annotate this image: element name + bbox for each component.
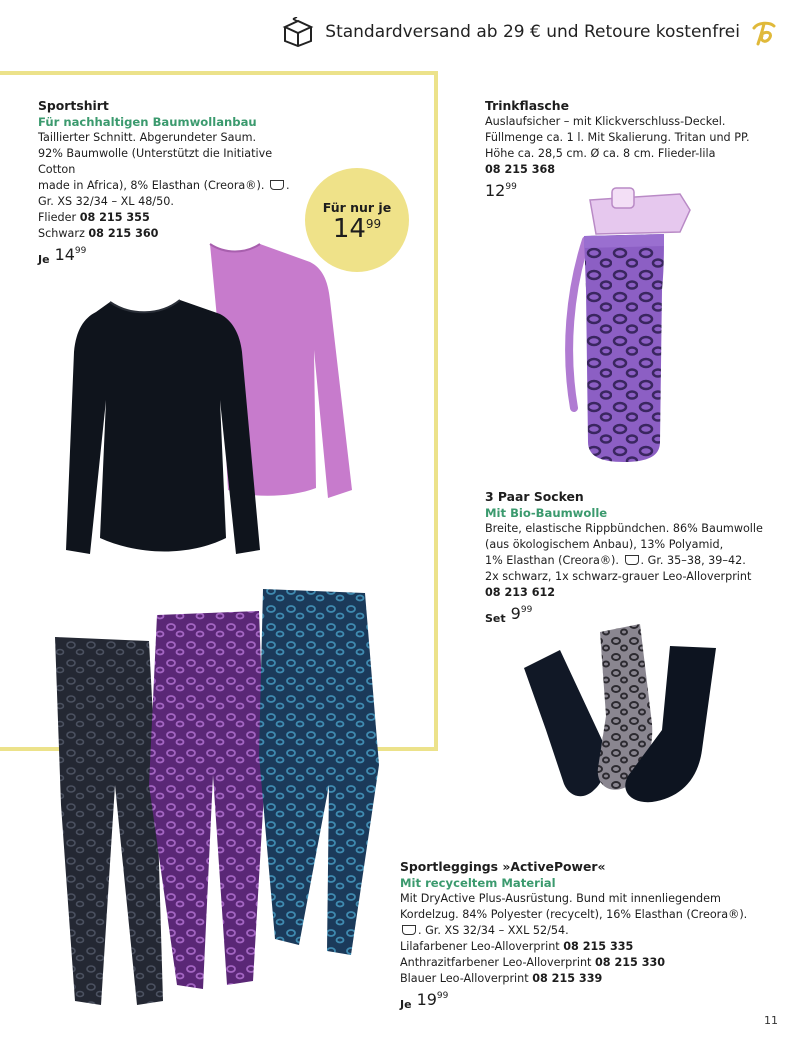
product-title: Sportleggings »ActivePower« <box>400 859 606 874</box>
description-line: (aus ökologischem Anbau), 13% Polyamid, <box>485 538 724 551</box>
price: Set 9 99 <box>485 604 533 625</box>
product-subtitle: Mit Bio-Baumwolle <box>485 506 608 520</box>
description-line: Auslaufsicher – mit Klickverschluss-Deckel. <box>485 115 726 128</box>
product-title: 3 Paar Socken <box>485 489 584 504</box>
description-line: Kordelzug. 84% Polyester (recycelt), 16% Elasthan (Creora®). <box>400 908 748 921</box>
description-line: Füllmenge ca. 1 l. Mit Skalierung. Tritan und PP. <box>485 131 750 144</box>
variant-line: Lilafarbener Leo-Alloverprint 08 215 335 <box>400 940 634 953</box>
socken-info <box>485 488 785 627</box>
wash-icon <box>270 180 284 190</box>
product-subtitle: Für nachhaltigen Baumwollanbau <box>38 115 257 129</box>
tchibo-logo-icon <box>750 18 778 46</box>
product-subtitle: Mit recyceltem Material <box>400 876 556 890</box>
description-line: Breite, elastische Rippbündchen. 86% Baumwolle <box>485 522 763 535</box>
description-line: made in Africa), 8% Elasthan (Creora®). . <box>38 179 290 192</box>
product-title: Sportshirt <box>38 98 109 113</box>
description-line: Mit DryActive Plus-Ausrüstung. Bund mit innenliegendem <box>400 892 721 905</box>
price: Je 14 99 <box>38 245 87 266</box>
article-number: 08 213 612 <box>485 586 556 599</box>
page-number: 11 <box>764 1014 778 1027</box>
sportshirt-image <box>60 240 360 560</box>
article-number: 08 215 368 <box>485 163 556 176</box>
wash-icon <box>625 555 639 565</box>
variant-line: Schwarz 08 215 360 <box>38 227 159 240</box>
leggings-info <box>400 858 785 1013</box>
variant-line: Flieder 08 215 355 <box>38 211 150 224</box>
bottle-image <box>560 180 710 470</box>
price: 12 99 <box>485 181 517 200</box>
description-line: Höhe ca. 28,5 cm. Ø ca. 8 cm. Flieder-lila <box>485 147 716 160</box>
wash-icon <box>402 925 416 935</box>
price: Je 19 99 <box>400 990 449 1011</box>
shipping-box-icon <box>281 17 315 47</box>
description-line: . Gr. XS 32/34 – XXL 52/54. <box>400 923 785 939</box>
socks-image <box>520 620 730 820</box>
product-title: Trinkflasche <box>485 98 569 113</box>
description-line: 2x schwarz, 1x schwarz-grauer Leo-Alloverprint <box>485 570 752 583</box>
description-line: 92% Baumwolle (Unterstützt die Initiative Cotton <box>38 147 273 176</box>
description-line: Gr. XS 32/34 – XL 48/50. <box>38 195 174 208</box>
description-line: 1% Elasthan (Creora®). . Gr. 35–38, 39–42. <box>485 554 746 567</box>
leggings-image <box>45 585 385 1010</box>
variant-line: Blauer Leo-Alloverprint 08 215 339 <box>400 972 603 985</box>
variant-line: Anthrazitfarbener Leo-Alloverprint 08 215 330 <box>400 956 666 969</box>
description-line: Taillierter Schnitt. Abgerundeter Saum. <box>38 131 257 144</box>
price-badge: Für nur je 1499 <box>305 168 409 272</box>
banner-text: Standardversand ab 29 € und Retoure kostenfrei <box>325 22 740 42</box>
shipping-banner <box>281 14 778 50</box>
